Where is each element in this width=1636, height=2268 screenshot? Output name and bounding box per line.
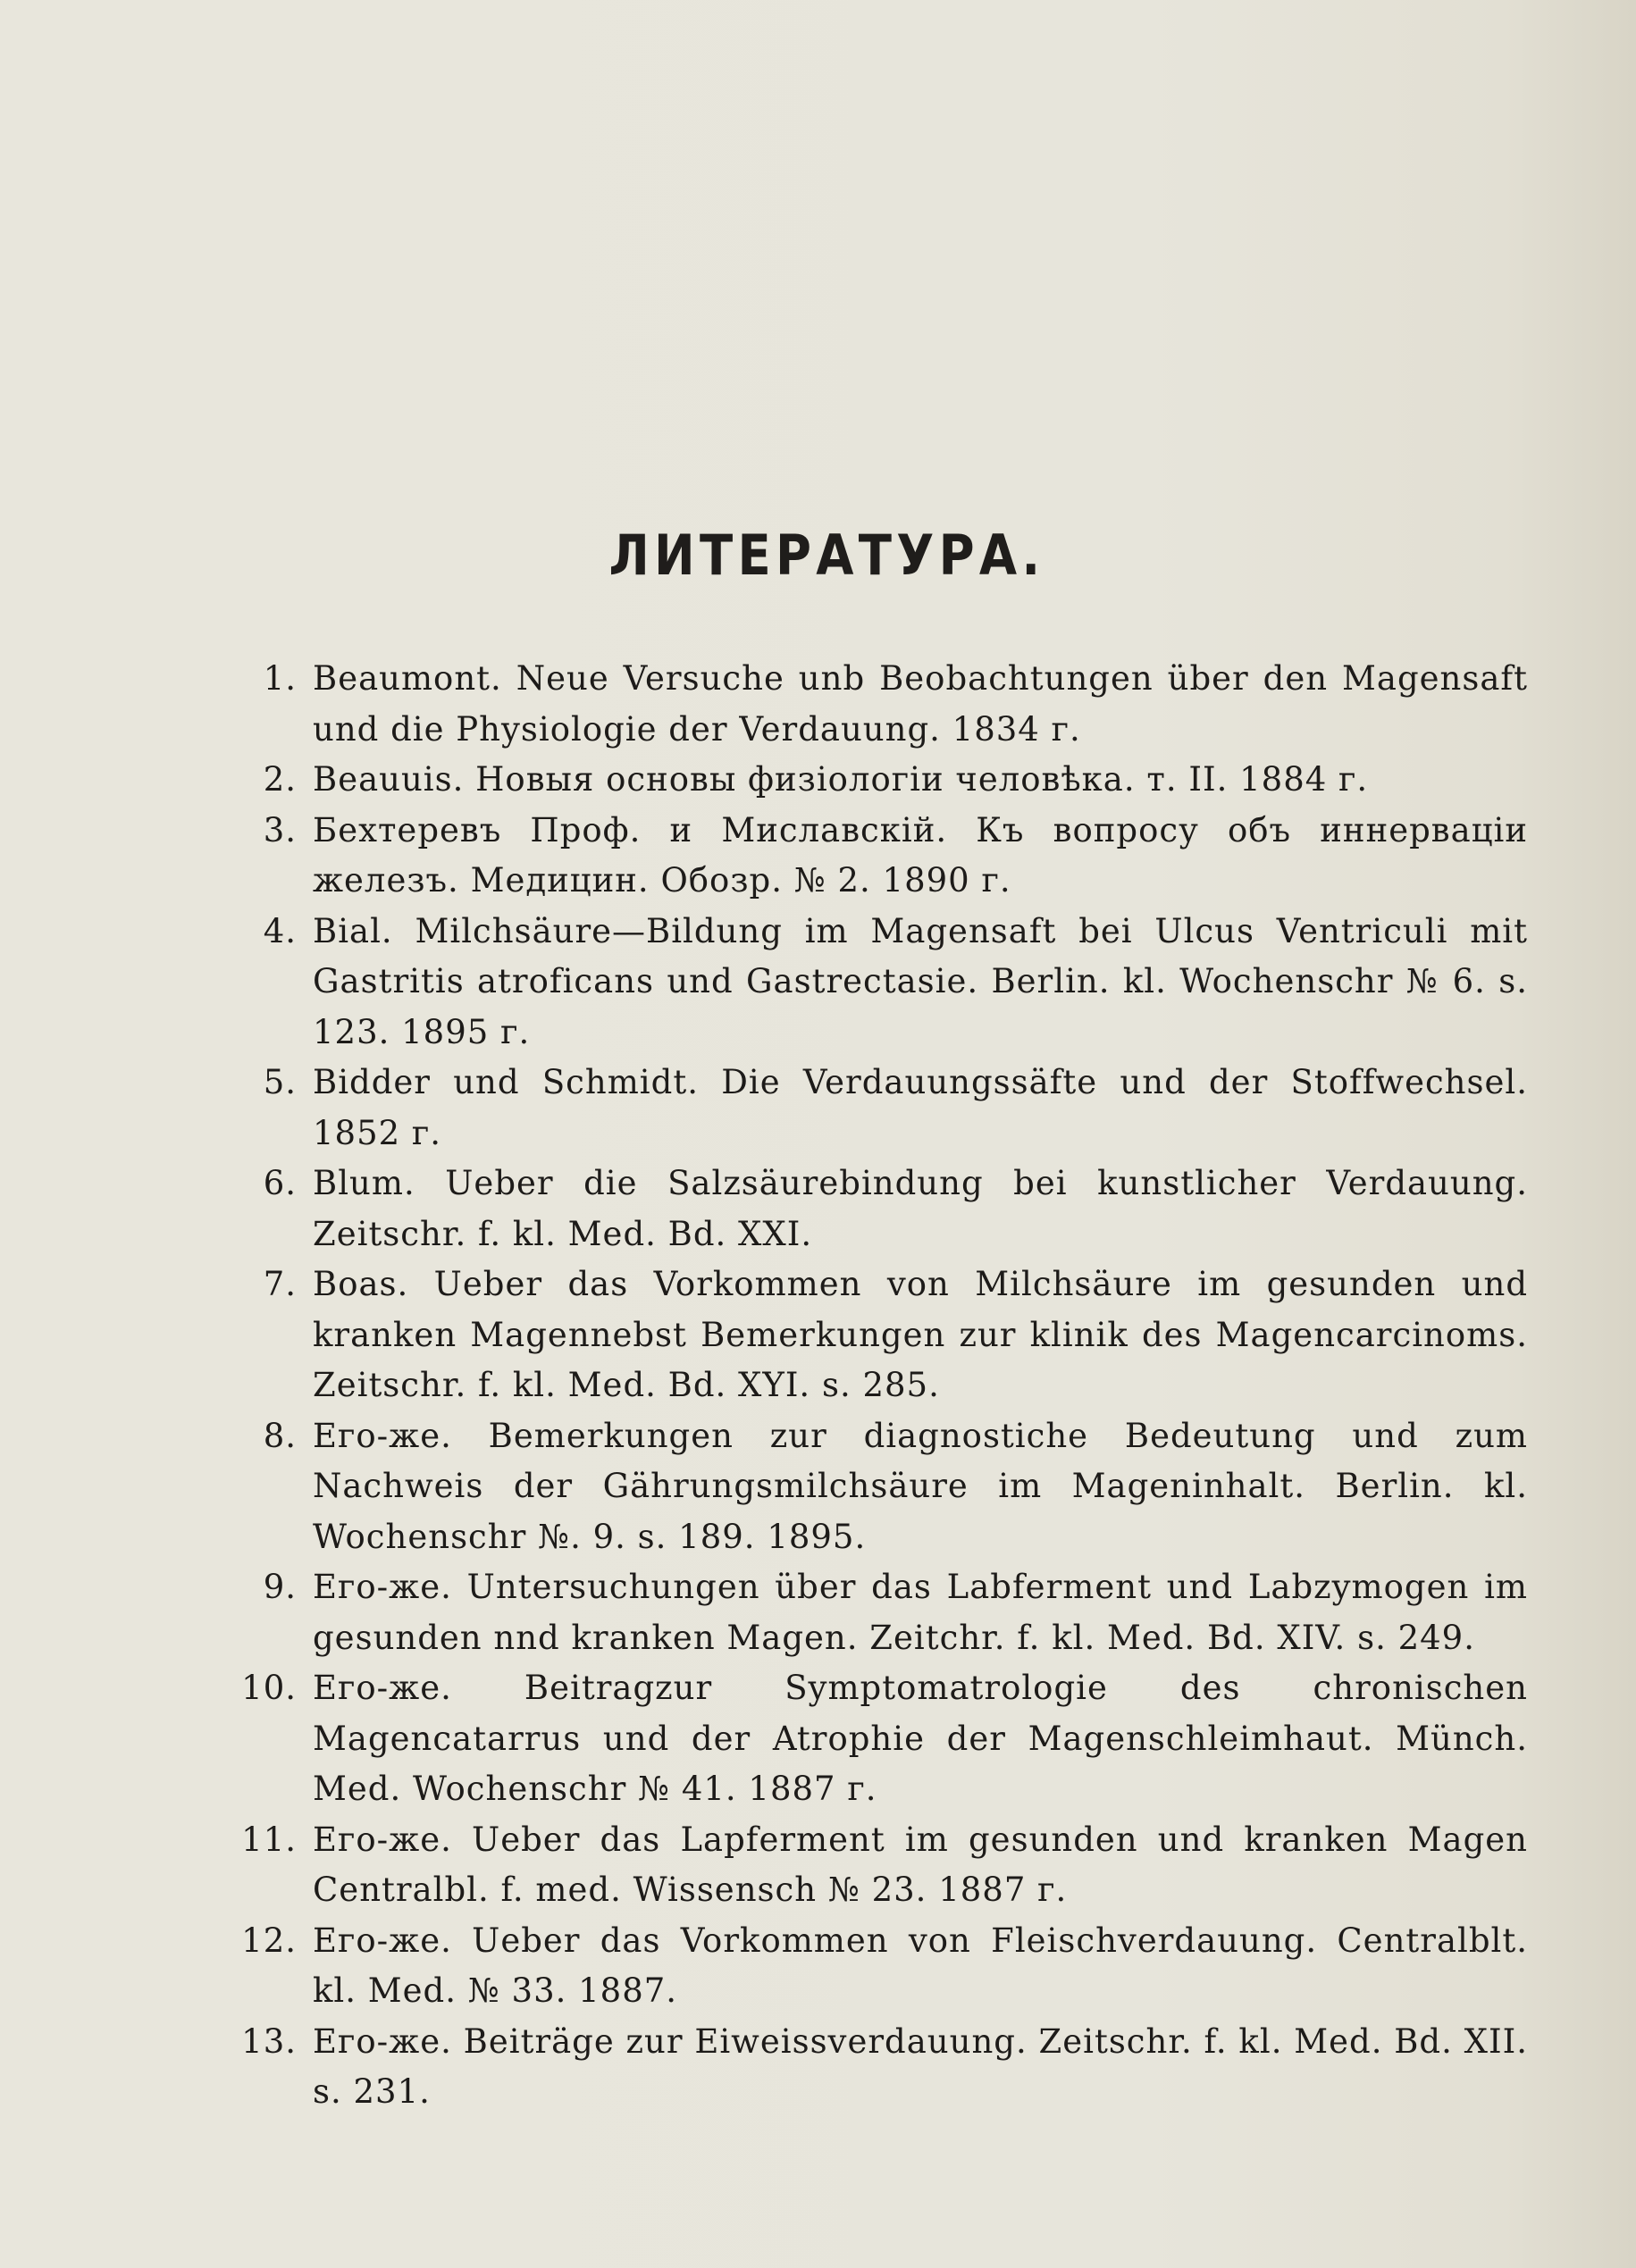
reference-text: Beauuis. Новыя основы физiологiи человѣка. т. II. 1884 г. [313, 760, 1369, 799]
reference-item [241, 1058, 1528, 1159]
reference-text: Boas. Ueber das Vorkommen von Milchsäure im gesunden und kranken Magennebst Bemerkungen zur klinik des Magencarcinoms. Zeitschr. f. kl. Med. Bd. XYI. s. 285. [313, 1265, 1528, 1404]
reference-number: 12. [241, 1921, 297, 1960]
reference-text: Его-же. Ueber das Vorkommen von Fleischverdauung. Centralblt. kl. Med. № 33. 1887. [313, 1921, 1528, 2010]
reference-item [241, 654, 1528, 755]
reference-text: Beaumont. Neue Versuche unb Beobachtungen über den Magensaft und die Physiologie der Verdauung. 1834 г. [313, 659, 1528, 749]
reference-text: Bial. Milchsäure—Bildung im Magensaft bei Ulcus Ventriculi mit Gastritis atroficans und Gastrectasie. Berlin. kl. Wochenschr № 6. s. 123. 1895 г. [313, 911, 1528, 1051]
reference-item [241, 1159, 1528, 1260]
reference-number: 6. [263, 1164, 297, 1202]
reference-text: Его-же. Untersuchungen über das Labferment und Labzymogen im gesunden nnd kranken Magen. Zeitchr. f. kl. Med. Bd. XIV. s. 249. [313, 1568, 1528, 1657]
reference-list [241, 654, 1528, 2118]
reference-item [241, 1815, 1528, 1916]
reference-number: 1. [263, 659, 297, 698]
reference-number: 11. [241, 1820, 297, 1859]
reference-number: 13. [241, 2021, 297, 2061]
reference-text: Бехтеревъ Проф. и Миславскiй. Къ вопросу объ иннервацiи железъ. Медицин. Обозр. № 2. 1890 г. [313, 810, 1528, 900]
reference-text: Его-же. Beiträge zur Eiweissverdauung. Zeitschr. f. kl. Med. Bd. XII. s. 231. [313, 2021, 1528, 2111]
reference-number: 8. [263, 1416, 297, 1455]
reference-item [241, 907, 1528, 1059]
page-title: ЛИТЕРАТУРА. [608, 523, 1045, 588]
reference-number: 7. [263, 1265, 297, 1303]
reference-number: 10. [241, 1669, 297, 1707]
reference-item [241, 1562, 1528, 1663]
reference-item [241, 1663, 1528, 1815]
reference-number: 5. [263, 1063, 297, 1101]
reference-item [241, 1260, 1528, 1411]
reference-item [241, 2017, 1528, 2118]
reference-item [241, 1411, 1528, 1563]
reference-text: Его-же. Beitragzur Symptomatrologie des chronischen Magencatarrus und der Atrophie der Magenschleimhaut. Münch. Med. Wochenschr № 41. 1887 г. [313, 1669, 1528, 1808]
reference-number: 4. [263, 911, 297, 950]
reference-text: Bidder und Schmidt. Die Verdauungssäfte und der Stoffwechsel. 1852 г. [313, 1063, 1528, 1152]
reference-text: Его-же. Ueber das Lapferment im gesunden und kranken Magen Centralbl. f. med. Wissensch № 23. 1887 г. [313, 1820, 1528, 1909]
reference-number: 2. [263, 760, 297, 799]
reference-text: Blum. Ueber die Salzsäurebindung bei kunstlicher Verdauung. Zeitschr. f. kl. Med. Bd. XXI. [313, 1164, 1528, 1253]
reference-item [241, 806, 1528, 907]
reference-item [241, 1916, 1528, 2017]
reference-text: Его-же. Bemerkungen zur diagnostiche Bedeutung und zum Nachweis der Gährungsmilchsäure im Mageninhalt. Berlin. kl. Wochenschr №. 9. s. 189. 1895. [313, 1416, 1528, 1556]
reference-item [241, 755, 1528, 806]
reference-number: 3. [263, 810, 297, 849]
reference-number: 9. [263, 1568, 297, 1606]
